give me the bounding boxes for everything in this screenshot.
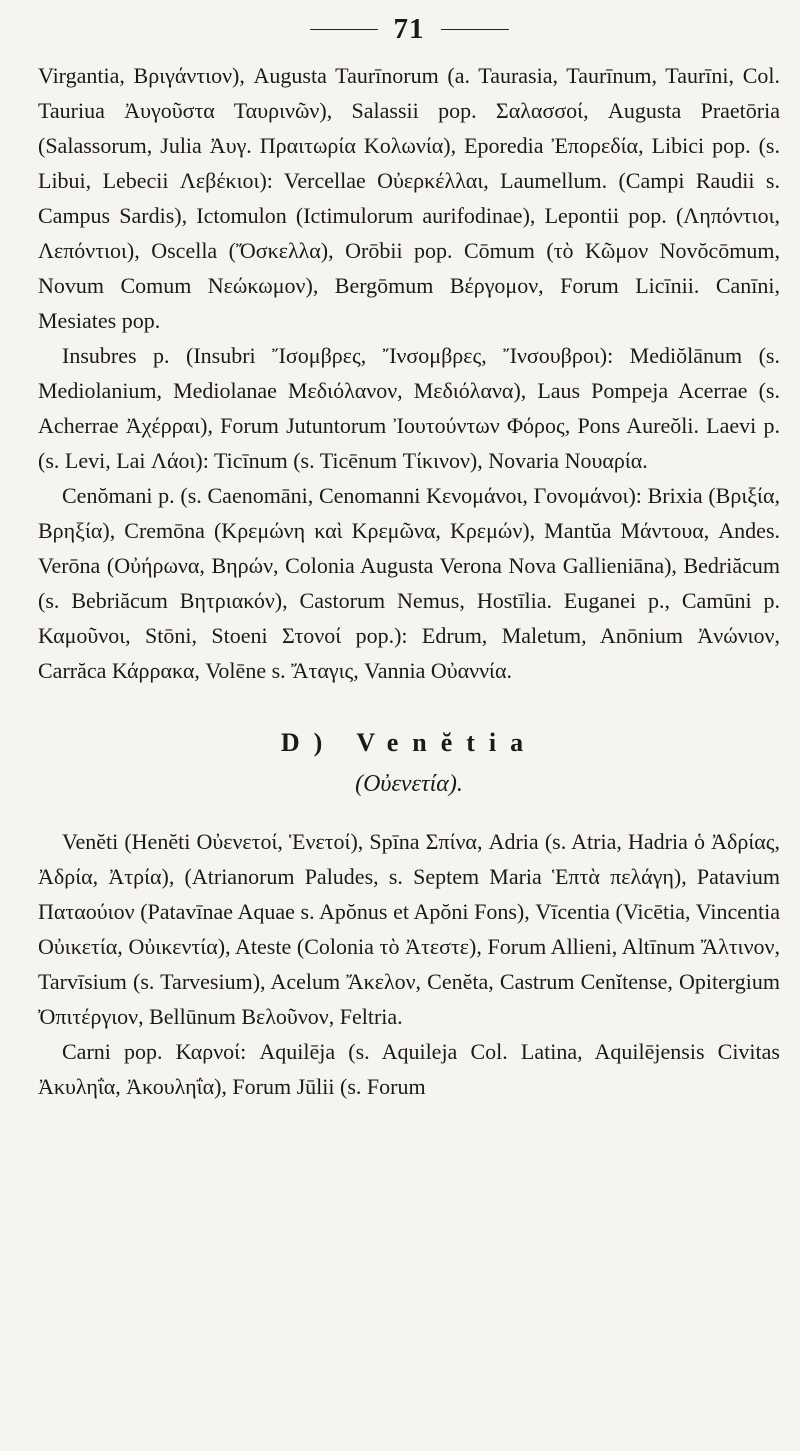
header-rule-right: [441, 29, 509, 30]
paragraph-3: Cenŏmani p. (s. Caenomāni, Cenomanni Κενομάνοι, Γονομάνοι): Brixia (Βριξία, Βρηξία), Cremōna (Κρεμώνη καὶ Κρεμῶνα, Κρεμών), Mantŭa Μάντουα, Andes. Verōna (Οὐήρωνα, Βηρών, Colonia Augusta Verona Nova Gallieniāna), Bedriăcum (s. Bebriăcum Βητριακόν), Castorum Nemus, Hostīlia. Euganei p., Camūni p. Καμοῦνοι, Stōni, Stoeni Στονοί pop.): Edrum, Maletum, Anōnium Ἀνώνιον, Carrăca Κάρρακα, Volēne s. Ἄταγις, Vannia Οὐαννία.: [38, 483, 780, 683]
paragraph-5: Carni pop. Καρνοί: Aquilēja (s. Aquileja Col. Latina, Aquilējensis Civitas Ἀκυληΐα, Ἀκουληΐα), Forum Jūlii (s. Forum: [38, 1039, 780, 1099]
page-header: [38, 0, 780, 58]
header-rule-left: [310, 29, 378, 30]
page-number: 71: [393, 12, 425, 45]
section-heading: D) Venĕtia: [280, 728, 538, 757]
paragraph-4: Venĕti (Henĕti Οὐενετοί, Ἑνετοί), Spīna Σπίνα, Adria (s. Atria, Hadria ὁ Ἀδρίας, Ἀδρία, Ἀτρία), (Atrianorum Paludes, s. Septem Maria Ἑπτὰ πελάγη), Patavium Παταούιον (Patavīnae Aquae s. Apŏnus et Apŏni Fons), Vīcentia (Vicētia, Vincentia Οὐικετία, Οὐικεντία), Ateste (Colonia τὸ Ἀτεστε), Forum Allieni, Altīnum Ἄλτινον, Tarvīsium (s. Tarvesium), Acelum Ἄκελον, Cenĕta, Castrum Cenĭtense, Opitergium Ὀπιτέργιον, Bellūnum Βελοῦνον, Feltria.: [38, 829, 780, 1029]
paragraph-2: Insubres p. (Insubri Ἴσομβρες, Ἴνσομβρες, Ἴνσουβροι): Mediŏlānum (s. Mediolanium, Mediolanae Μεδιόλανον, Μεδιόλανα), Laus Pompeja Acerrae (s. Acherrae Ἀχέρραι), Forum Jutuntorum Ἰουτούντων Φόρος, Pons Aureŏli. Laevi p. (s. Levi, Lai Λάοι): Ticīnum (s. Ticēnum Τίκινον), Novaria Νουαρία.: [38, 343, 780, 473]
section-greek-title: (Οὐενετία).: [355, 771, 463, 797]
text-body: [38, 58, 780, 1104]
paragraph-1: Virgantia, Βριγάντιον), Augusta Taurīnorum (a. Taurasia, Taurīnum, Taurīni, Col. Tauriua Ἀυγοῦστα Ταυρινῶν), Salassii pop. Σαλασσοί, Augusta Praetōria (Salassorum, Julia Ἀυγ. Πραιτωρία Κολωνία), Eporedia Ἐπορεδία, Libici pop. (s. Libui, Lebecii Λεβέκιοι): Vercellae Οὐερκέλλαι, Laumellum. (Campi Raudii s. Campus Sardis), Ictomulon (Ictimulorum aurifodinae), Lepontii pop. (Ληπόντιοι, Λεπόντιοι), Oscella (Ὄσκελλα), Orōbii pop. Cōmum (τὸ Κῶμον Novŏcōmum, Novum Comum Νεώκωμον), Bergōmum Βέργομον, Forum Licīnii. Canīni, Mesiates pop.: [38, 63, 780, 333]
